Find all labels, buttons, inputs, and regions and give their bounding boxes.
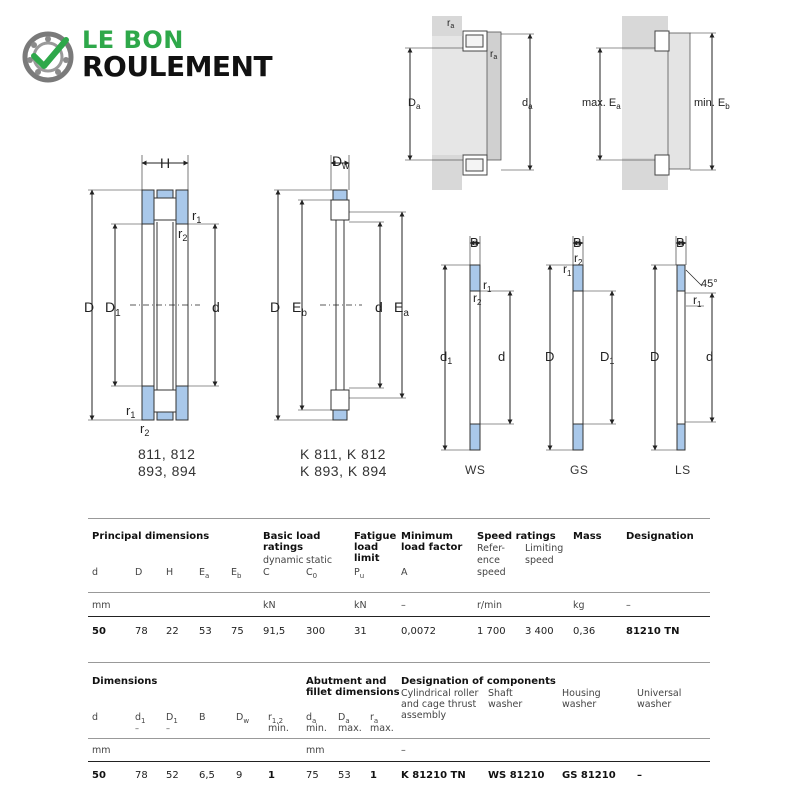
table2-mid-rule (88, 738, 710, 739)
label-d1-ws: $d_1$ (440, 349, 453, 366)
label-Dw: $D_w$ (332, 153, 350, 172)
series-caption-ls: LS (675, 463, 691, 477)
t2-v-universal: – (637, 770, 642, 781)
t1-u-kN2: kN (354, 600, 367, 611)
t1-c-C0: $C_0$ (306, 567, 318, 580)
label-D-ls: D (650, 349, 660, 364)
t2-h-universal1: Universal (637, 688, 682, 699)
t2-c-D1-dash: – (166, 724, 170, 733)
label-B-ws: B (470, 235, 479, 250)
t1-c-Ea: $E_a$ (199, 567, 210, 580)
label-d-ws: d (498, 349, 506, 364)
t1-h-designation: Designation (626, 531, 694, 542)
label-d-ls: d (706, 349, 714, 364)
t2-v-da: 75 (306, 770, 319, 781)
series-caption-k893-k894: K 893, K 894 (300, 463, 387, 479)
t2-u-mm2: mm (306, 745, 325, 756)
t2-c-D1: $D_1$ (166, 712, 178, 725)
label-45deg: 45° (701, 278, 718, 290)
t1-v-Eb: 75 (231, 626, 244, 637)
t1-u-kN: kN (263, 600, 276, 611)
t1-h-speedw: speed (477, 567, 506, 578)
t2-c-Dw: $D_w$ (236, 712, 250, 725)
bearing-drawing-811 (88, 155, 219, 420)
t2-c-r12-min: min. (268, 723, 289, 734)
gs-washer-drawing (546, 236, 616, 450)
label-min-Eb: min. $E_b$ (694, 97, 730, 111)
abutment-drawing-1 (405, 16, 534, 190)
t1-u-mm: mm (92, 600, 111, 611)
t1-c-Eb: $E_b$ (231, 567, 242, 580)
label-Da: $D_a$ (408, 97, 421, 111)
t2-c-Da-max: max. (338, 723, 362, 734)
t2-c-da-min: min. (306, 723, 327, 734)
label-da: $d_a$ (522, 97, 533, 111)
t2-v-housing: GS 81210 (562, 770, 616, 781)
table1-top-rule (88, 518, 710, 519)
t1-v-lim-speed: 3 400 (525, 626, 554, 637)
t2-c-ra: $r_a$ (370, 712, 379, 725)
t1-h-load: load (354, 542, 379, 553)
label-B-ls: B (676, 235, 685, 250)
label-d-k: d (375, 299, 383, 315)
t1-v-ref-speed: 1 700 (477, 626, 506, 637)
t1-v-designation: 81210 TN (626, 626, 680, 637)
t1-v-A: 0,0072 (401, 626, 436, 637)
table1-mid-rule (88, 592, 710, 593)
label-d: d (212, 299, 220, 315)
t1-u-dash: – (401, 600, 406, 611)
t1-h-speed: Speed ratings (477, 531, 556, 542)
t2-v-ra: 1 (370, 770, 377, 781)
label-r2: $r_2$ (178, 226, 188, 243)
table1-value-rule (88, 616, 710, 617)
ws-washer-drawing (441, 236, 514, 450)
label-D-gs: D (545, 349, 555, 364)
t2-h-shaft1: Shaft (488, 688, 513, 699)
t1-h-reference: Refer- (477, 543, 505, 554)
label-D: D (84, 299, 95, 315)
t2-v-B: 6,5 (199, 770, 215, 781)
series-caption-gs: GS (570, 463, 589, 477)
t2-c-Da: $D_a$ (338, 712, 350, 725)
t2-h-fillet: fillet dimensions (306, 687, 400, 698)
t2-c-d1: $d_1$ (135, 712, 146, 725)
logo-line2: ROULEMENT (82, 50, 273, 83)
t1-h-principal: Principal dimensions (92, 531, 210, 542)
t2-c-ra-max: max. (370, 723, 394, 734)
t2-v-cyl: K 81210 TN (401, 770, 466, 781)
t2-h-housing1: Housing (562, 688, 601, 699)
t2-v-d: 50 (92, 770, 106, 781)
t1-c-d: d (92, 567, 99, 578)
label-D1: $D_1$ (105, 299, 121, 319)
t1-c-D: D (135, 567, 143, 578)
t2-h-universal2: washer (637, 699, 672, 710)
t2-h-cyl3: assembly (401, 710, 447, 721)
label-r1-gs: $r_1$ (563, 262, 572, 278)
t1-v-C: 91,5 (263, 626, 286, 637)
t1-u-dash2: – (626, 600, 631, 611)
t1-h-dynamic: dynamic (263, 555, 304, 566)
t2-v-Da: 53 (338, 770, 351, 781)
label-D-k: D (270, 299, 281, 315)
label-H: H (160, 155, 171, 171)
t1-v-H: 22 (166, 626, 179, 637)
t1-v-mass: 0,36 (573, 626, 596, 637)
t2-c-d1-dash: – (135, 724, 139, 733)
t1-h-loadfactor: load factor (401, 542, 463, 553)
label-r1-ws: $r_1$ (483, 278, 492, 294)
t2-v-D1: 52 (166, 770, 179, 781)
t1-h-mass: Mass (573, 531, 602, 542)
table2-top-rule (88, 662, 710, 663)
t1-c-H: H (166, 567, 174, 578)
t2-h-cyl1: Cylindrical roller (401, 688, 479, 699)
t1-h-ratings: ratings (263, 542, 304, 553)
logo-line1: LE BON (82, 26, 184, 54)
ls-washer-drawing (651, 236, 716, 450)
t2-v-d1: 78 (135, 770, 148, 781)
label-ra: $r_a$ (490, 49, 498, 61)
t1-c-Pu: $P_u$ (354, 567, 365, 580)
t1-u-rmin: r/min (477, 600, 503, 611)
series-caption-893-894: 893, 894 (138, 463, 197, 479)
label-max-Ea: max. $E_a$ (582, 97, 621, 111)
series-caption-ws: WS (465, 463, 486, 477)
t2-h-cyl2: and cage thrust (401, 699, 477, 710)
table2-value-rule (88, 761, 710, 762)
t1-h-fatigue: Fatigue (354, 531, 397, 542)
t1-v-C0: 300 (306, 626, 326, 637)
t1-v-Ea: 53 (199, 626, 212, 637)
t2-v-shaft: WS 81210 (488, 770, 545, 781)
t1-v-D: 78 (135, 626, 148, 637)
t1-h-limiting: Limiting (525, 543, 564, 554)
t2-h-dimensions: Dimensions (92, 676, 158, 687)
series-caption-811-812: 811, 812 (138, 446, 196, 462)
label-r2-ws: $r_2$ (473, 291, 482, 307)
label-r1: $r_1$ (192, 208, 202, 225)
t2-c-B: B (199, 712, 206, 723)
label-r2-gs: $r_2$ (574, 251, 583, 267)
label-r1-ls: $r_1$ (693, 293, 702, 309)
t1-h-limit: limit (354, 553, 380, 564)
label-Ea: $E_a$ (394, 299, 409, 319)
t2-c-d: d (92, 712, 99, 723)
t1-c-C: C (263, 567, 270, 578)
t2-c-r12: $r_{1,2}$ (268, 712, 284, 725)
t1-h-minimum: Minimum (401, 531, 453, 542)
t2-h-housing2: washer (562, 699, 597, 710)
t2-u-dash: – (401, 745, 406, 756)
t1-h-basic: Basic load (263, 531, 321, 542)
series-caption-k811-k812: K 811, K 812 (300, 446, 386, 462)
t1-h-static: static (306, 555, 333, 566)
label-D1-gs: $D_1$ (600, 349, 615, 366)
t1-h-ence: ence (477, 555, 500, 566)
t2-v-Dw: 9 (236, 770, 243, 781)
t2-h-designation: Designation of components (401, 676, 556, 687)
label-Eb: $E_b$ (292, 299, 307, 319)
t2-v-r12: 1 (268, 770, 275, 781)
t1-v-Pu: 31 (354, 626, 367, 637)
t1-c-A: A (401, 567, 408, 578)
t1-u-kg: kg (573, 600, 585, 611)
t2-h-abutment: Abutment and (306, 676, 387, 687)
t1-v-d: 50 (92, 626, 106, 637)
bearing-drawing-k811 (274, 155, 406, 420)
t2-h-shaft2: washer (488, 699, 523, 710)
label-ra-top: $r_a$ (447, 18, 455, 30)
label-B-gs: B (573, 235, 582, 250)
label-r1-bottom: $r_1$ (126, 403, 136, 420)
t2-c-da: $d_a$ (306, 712, 317, 725)
label-r2-bottom: $r_2$ (140, 421, 150, 438)
t2-u-mm: mm (92, 745, 111, 756)
t1-h-speed2: speed (525, 555, 554, 566)
